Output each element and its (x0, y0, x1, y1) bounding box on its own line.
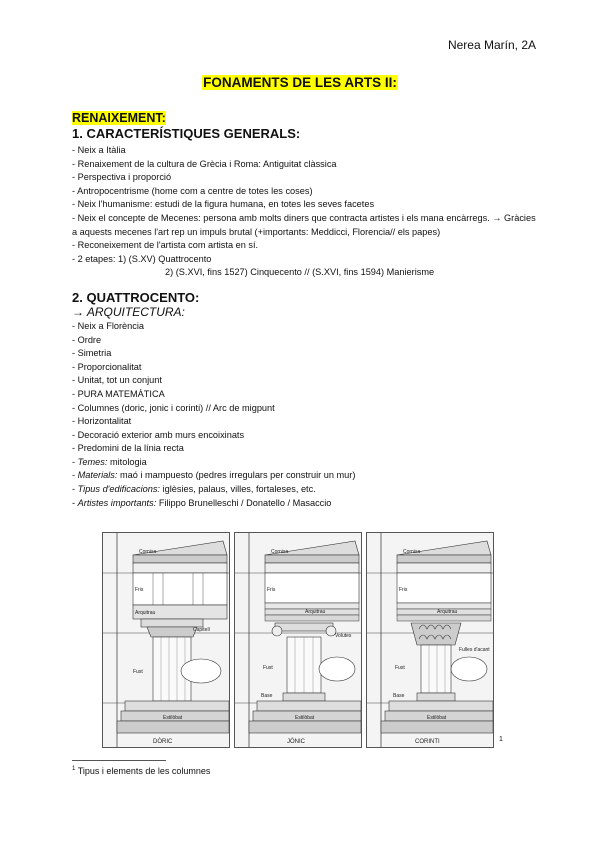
corinthian-name: CORINTI (415, 739, 440, 745)
doric-label-arquitrau: Arquitrau (135, 610, 156, 616)
doric-name: DÒRIC (153, 739, 173, 745)
corinthian-label-base: Base (393, 693, 405, 699)
heading-caracteristiques: 1. CARACTERÍSTIQUES GENERALS: (72, 126, 301, 141)
list-item: - 2 etapes: 1) (S.XV) Quattrocento (72, 253, 212, 264)
corinthian-column-illustration (367, 533, 493, 747)
value-temes: mitologia (107, 456, 147, 467)
ionic-label-fust: Fust (263, 665, 273, 671)
doric-label-fust: Fust (133, 669, 143, 675)
list-item: - Neix a Itàlia (72, 145, 126, 155)
list-arquitectura (72, 320, 542, 510)
document-title: FONAMENTS DE LES ARTS II: (203, 75, 397, 90)
value-materials: maó i mampuesto (pedres irregulars per construir un mur) (117, 470, 356, 481)
footnote (72, 766, 210, 776)
list-item: - Proporcionalitat (72, 361, 142, 372)
list-caracteristiques (72, 144, 542, 280)
value-tipus: iglèsies, palaus, villes, fortaleses, etc. (160, 484, 316, 495)
list-item: - Neix a Florència (72, 320, 144, 331)
corinthian-label-estilobat: Estilòbat (427, 715, 447, 721)
label-materials: Materials: (77, 470, 118, 481)
ionic-label-base: Base (261, 693, 273, 699)
list-item: - Reconeixement de l'artista com artista en sí. (72, 240, 259, 251)
corinthian-label-arquitrau: Arquitrau (437, 609, 458, 615)
list-item: - PURA MATEMÀTICA (72, 388, 165, 399)
corinthian-label-fust: Fust (395, 665, 405, 671)
list-item-temes: - Temes: mitologia (72, 456, 147, 467)
footnote-text: Tipus i elements de les columnes (77, 766, 211, 776)
doric-label-capitell: Capitell (193, 627, 210, 633)
list-item-materials: - Materials: maó i mampuesto (pedres irregulars per construir un mur) (72, 470, 356, 481)
heading-quattrocento: 2. QUATTROCENTO: (72, 289, 200, 305)
footnote-divider (72, 760, 166, 761)
corinthian-label-cornisa: Cornisa (403, 549, 421, 555)
document-title-wrap (0, 74, 600, 92)
corinthian-label-fulles: Fulles d'acant (459, 647, 490, 653)
list-item: - Neix l'humanisme: estudi de la figura humana, en totes les seves facetes (72, 199, 375, 210)
list-item-artistes: - Artistes importants: Filippo Brunelleschi / Donatello / Masaccio (72, 497, 332, 508)
list-item-etapa2: 2) (S.XVI, fins 1527) Cinquecento // (S.XVI, fins 1594) Manierisme (165, 267, 435, 278)
list-item: - Horizontalitat (72, 416, 132, 427)
section-label-wrap (72, 110, 542, 126)
ionic-label-fris: Fris (267, 587, 276, 593)
label-temes: Temes: (77, 456, 108, 467)
list-item: - Perspectiva i proporció (72, 172, 172, 183)
author-header: Nerea Marín, 2A (447, 38, 536, 52)
footnote-mark: 1 (499, 736, 503, 743)
ionic-label-cornisa: Cornisa (271, 549, 289, 555)
label-artistes: Artistes importants: (77, 497, 157, 508)
value-artistes: Filippo Brunelleschi / Donatello / Masaccio (156, 497, 332, 508)
list-item: - Simetria (72, 348, 112, 359)
panel-doric (102, 532, 230, 748)
ionic-label-estilobat: Estilòbat (295, 715, 315, 721)
list-item: - Decoració exterior amb murs encoixinats (72, 429, 245, 440)
doric-column-illustration (103, 533, 229, 747)
list-item: - Columnes (doric, jonic i corinti) // Arc de migpunt (72, 402, 275, 413)
list-item: - Antropocentrisme (home com a centre de totes les coses) (72, 185, 313, 196)
section-label: RENAIXEMENT: (72, 111, 166, 125)
doric-label-fris: Fris (135, 587, 144, 593)
ionic-label-arquitrau: Arquitrau (305, 609, 326, 615)
list-item: - Renaixement de la cultura de Grècia i Roma: Antiguitat clàssica (72, 158, 337, 169)
doric-label-cornisa: Cornisa (139, 549, 157, 555)
corinthian-label-fris: Fris (399, 587, 408, 593)
list-item: - Neix el concepte de Mecenes: persona amb molts diners que contracta artistes i els mana encàrregs. → Gràcies a aquests mecenes l'art rep un impuls brutal (+importants: Meddicci, Florencia// els papes) (72, 212, 536, 237)
list-item: - Unitat, tot un conjunt (72, 375, 162, 386)
document-body (72, 110, 542, 510)
footnote-number: 1 (72, 766, 76, 772)
label-tipus: Tipus d'edificacions: (77, 484, 160, 495)
panel-ionic (234, 532, 362, 748)
ionic-label-volutes: Volutes (335, 633, 352, 639)
ionic-column-illustration (235, 533, 361, 747)
list-item: - Ordre (72, 334, 102, 345)
column-orders-figure (102, 532, 496, 746)
list-item-tipus: - Tipus d'edificacions: iglèsies, palaus, villes, fortaleses, etc. (72, 484, 316, 495)
ionic-name: JÒNIC (287, 739, 305, 745)
panel-corinthian (366, 532, 494, 748)
doric-label-estilobat: Estilòbat (163, 715, 183, 721)
subheading-arquitectura: → ARQUITECTURA: (72, 304, 185, 319)
list-item: - Predomini de la línia recta (72, 443, 184, 454)
